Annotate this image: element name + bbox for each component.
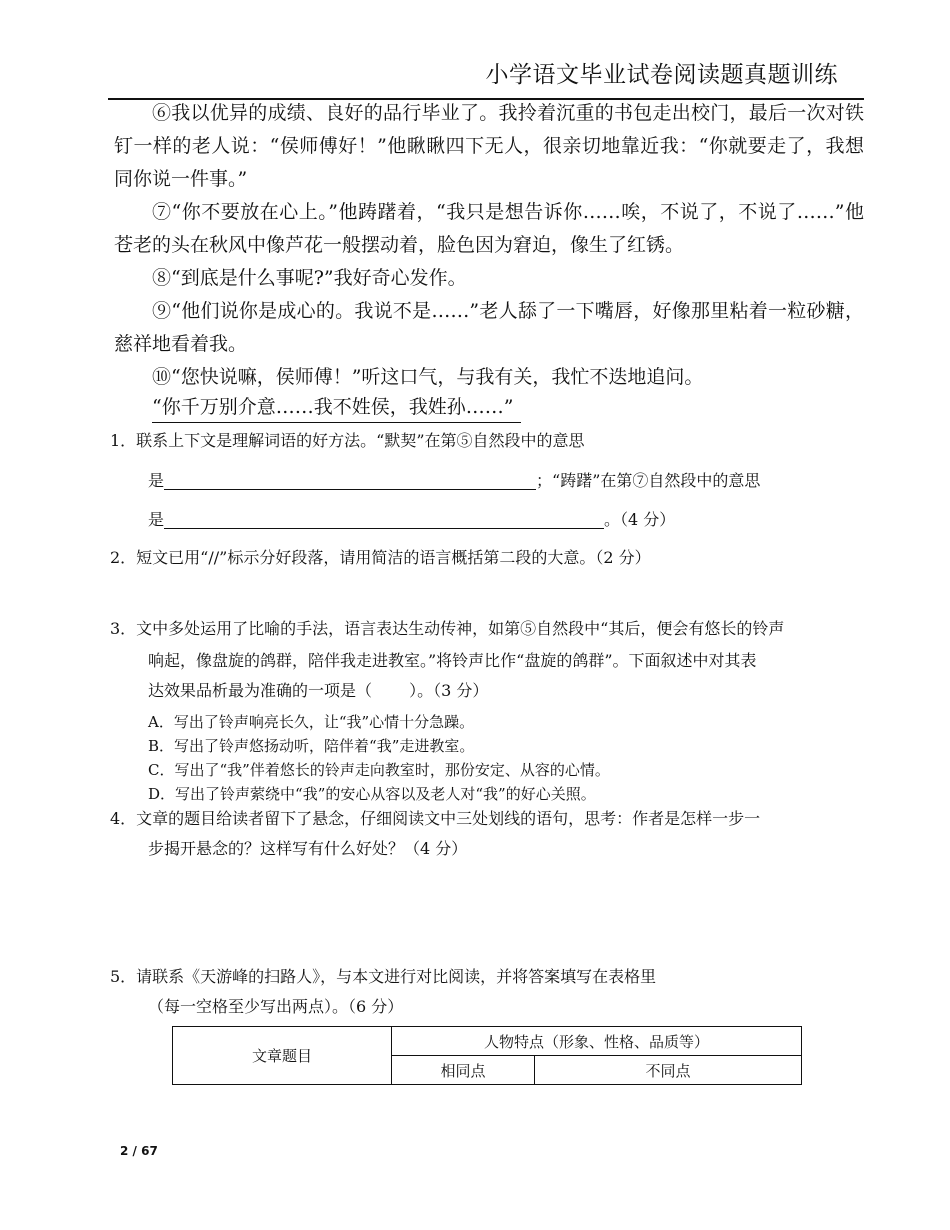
question-2: 2．短文已用“//”标示分好段落，请用简洁的语言概括第二段的大意。（2 分） [110,548,651,567]
page-number: 2 / 67 [120,1144,158,1158]
answer-blank-1[interactable] [164,469,536,490]
question-5-line-1: 5．请联系《天游峰的扫路人》，与本文进行对比阅读，并将答案填写在表格里 [110,967,657,986]
question-4-line-2: 步揭开悬念的？这样写有什么好处？（4 分） [148,839,468,858]
choice-d: D．写出了铃声萦绕中“我”的安心从容以及老人对“我”的好心关照。 [148,785,596,803]
choice-b: B．写出了铃声悠扬动听，陪伴着“我”走进教室。 [148,737,475,755]
passage-paragraph-7: ⑦“你不要放在心上。”他踌躇着，“我只是想告诉你……唉，不说了，不说了……”他苍老的头在秋风中像芦花一般摆动着，脸色因为窘迫，像生了红锈。 [114,201,864,256]
answer-table [172,1026,802,1085]
question-1-blank-row-2 [148,505,868,535]
answer-blank-2[interactable] [164,508,604,529]
table-header-diff: 不同点 [535,1056,802,1085]
question-4-line-1: 4．文章的题目给读者留下了悬念，仔细阅读文中三处划线的语句，思考：作者是怎样一步一 [110,809,761,828]
question-3-line-1: 3．文中多处运用了比喻的手法，语言表达生动传神，如第⑤自然段中“其后，便会有悠长的铃声 [110,619,785,638]
question-5-line-2: （每一空格至少写出两点）。（6 分） [148,997,404,1016]
question-1: 1．联系上下文是理解词语的好方法。“默契”在第⑤自然段中的意思 [110,431,585,450]
passage-paragraph-6: ⑥我以优异的成绩、良好的品行毕业了。我拎着沉重的书包走出校门，最后一次对铁钉一样的老人说：“侯师傅好！”他瞅瞅四下无人，很亲切地靠近我：“你就要走了，我想同你说一件事。” [114,102,864,190]
q1-suffix-1: ；“踌躇”在第⑦自然段中的意思 [536,471,761,490]
underlined-sentence: “你千万别介意……我不姓侯，我姓孙……” [152,392,521,423]
passage-paragraph-10: ⑩“您快说嘛，侯师傅！”听这口气，与我有关，我忙不迭地追问。 [152,366,704,388]
passage-paragraph-9: ⑨“他们说你是成心的。我说不是……”老人舔了一下嘴唇，好像那里粘着一粒砂糖，慈祥地看着我。 [114,300,864,355]
table-header-title: 文章题目 [173,1027,392,1085]
header-title: 小学语文毕业试卷阅读题真题训练 [485,62,838,88]
q1-prefix-2: 是 [148,510,165,529]
choice-c: C．写出了“我”伴着悠长的铃声走向教室时，那份安定、从容的心情。 [148,761,610,779]
table-header-same: 相同点 [392,1056,535,1085]
question-3-line-3: 达效果品析最为准确的一项是（ ）。（3 分） [148,681,489,700]
q1-prefix-1: 是 [148,471,165,490]
question-1-blank-row-1 [148,466,868,496]
passage-paragraph-8: ⑧“到底是什么事呢?”我好奇心发作。 [152,267,467,289]
question-3-line-2: 响起，像盘旋的鸽群，陪伴我走进教室。”将铃声比作“盘旋的鸽群”。下面叙述中对其表 [148,651,757,670]
choice-a: A．写出了铃声响亮长久，让“我”心情十分急躁。 [148,713,475,731]
q1-suffix-2: 。（4 分） [604,510,676,529]
table-header-traits: 人物特点（形象、性格、品质等） [392,1027,802,1056]
